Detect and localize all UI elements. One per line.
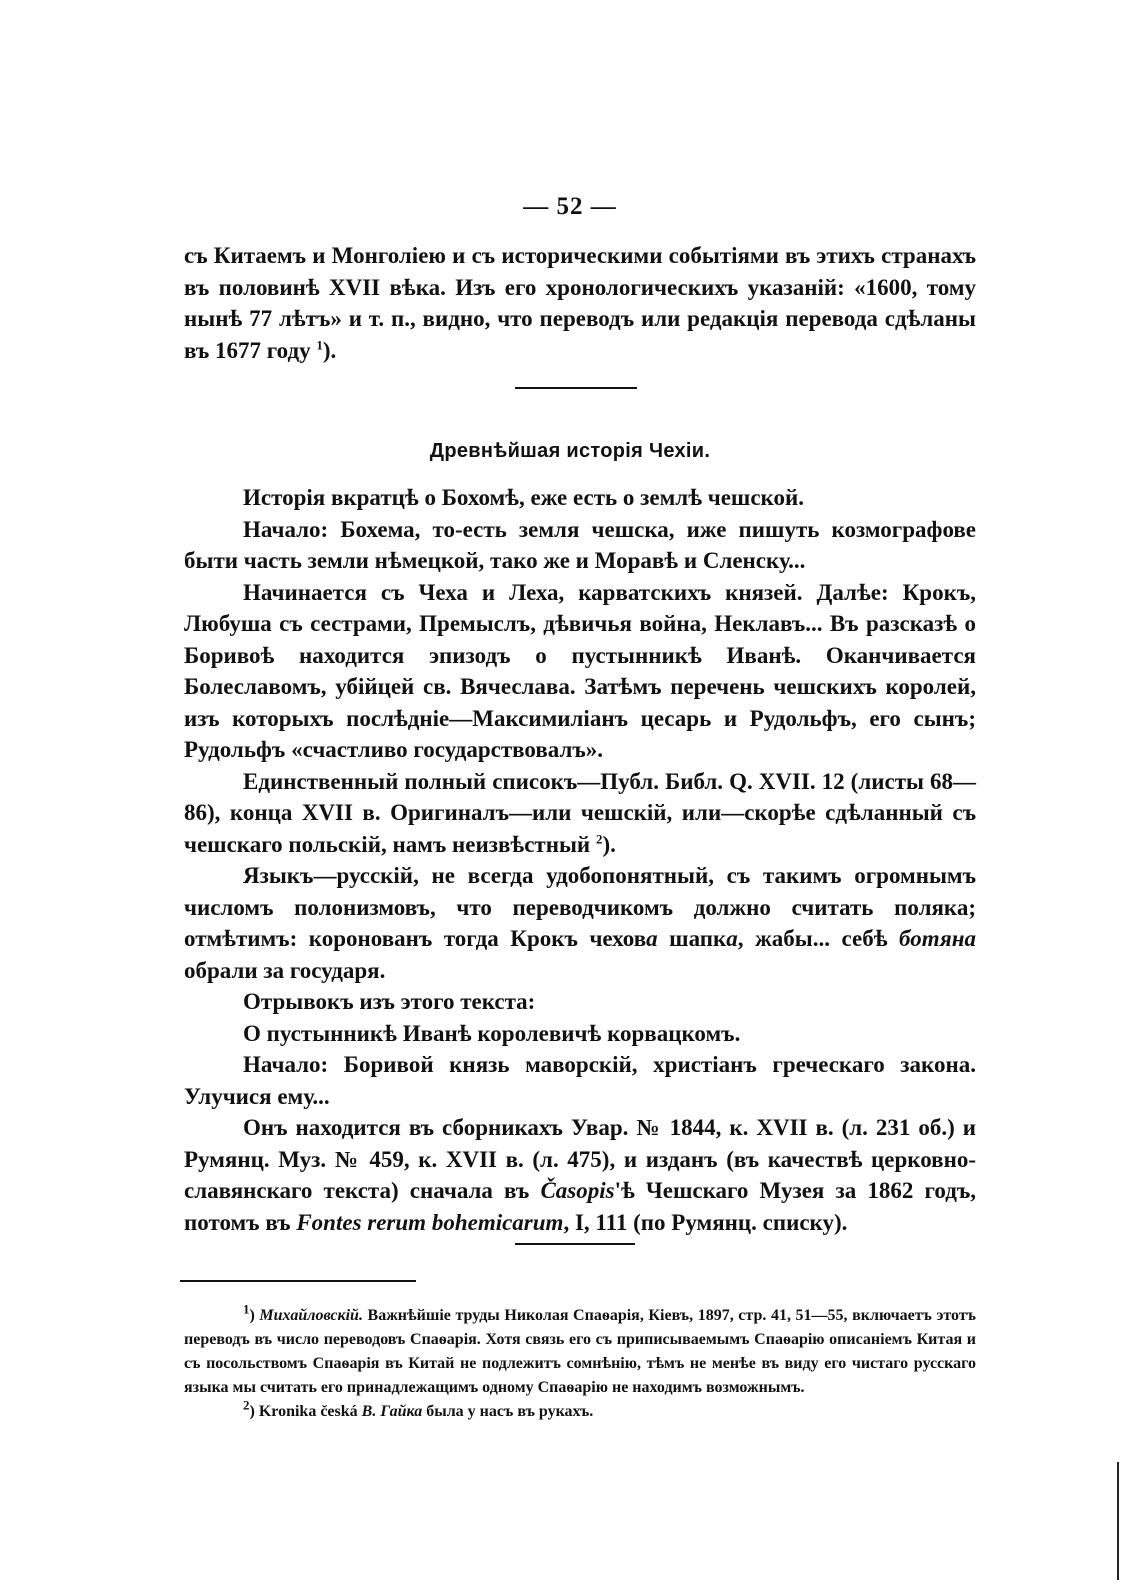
footnote-1: $^1$) Михайловскій. Важнѣйшіе труды Николая Спаѳарія, Кіевъ, 1897, стр. 41, 51—55, включаетъ этотъ переводъ въ число переводовъ Спаѳарія. Хотя связь его съ приписываемымъ Спаѳарію описаніемъ Китая и съ посольствомъ Спаѳарія въ Китай не подлежитъ сомнѣнію, тѣмъ не менѣе въ виду его чистаго русскаго языка мы считать его принадлежащимъ одному Спаѳарію не находимъ возможнымъ. (184, 1301, 977, 1396)
page-number: — 52 — (523, 193, 617, 220)
copy-tail: ). (602, 831, 616, 857)
footnotes (184, 1301, 977, 1424)
excerpt-incipit: Начало: Боривой князь маворскій, христіанъ греческаго закона. Улучися ему... (184, 1052, 976, 1109)
language-text-3: , жабы... себѣ (737, 926, 900, 951)
language-italic-2: а (726, 926, 738, 951)
sources-italic-1: Časopis (540, 1178, 615, 1203)
footnote-1-mark: 1 (243, 1301, 250, 1317)
work-content: Начинается съ Чеха и Леха, карватскихъ князей. Далѣе: Крокъ, Любуша съ сестрами, Премыслъ, дѣвичья война, Неклавъ... Въ разсказѣ о Боривоѣ находится эпизодъ о пустынникѣ Иванѣ. Оканчивается Болеславомъ, убійцей св. Вячеслава. Затѣмъ перечень чешскихъ королей, изъ которыхъ послѣдніе—Максимиліанъ цесарь и Рудольфъ, его сынъ; Рудольфъ «счастливо государствовалъ». (184, 579, 976, 762)
sources-text-2: 'ѣ Чешскаго Музея за 1862 годъ, потомъ въ (184, 1178, 976, 1235)
footnote-2: $^2$) Kronika česká В. Гайка была у насъ въ рукахъ. (243, 1397, 594, 1420)
footnote-2-text-2: была у насъ въ рукахъ. (422, 1403, 594, 1420)
excerpt-intro: Отрывокъ изъ этого текста: (243, 989, 536, 1014)
section-end-divider (515, 1243, 635, 1245)
language-italic-3: ботяна (899, 926, 976, 951)
language-italic-1: а (646, 926, 658, 951)
intro-paragraph (184, 240, 976, 366)
excerpt-title: О пустынникѣ Иванѣ королевичѣ корвацкомъ. (243, 1020, 741, 1046)
sources-text-1: Онъ находится въ сборникахъ Увар. № 1844, к. XVII в. (л. 231 об.) и Румянц. Муз. № 459, к. XVII в. (л. 475), и изданъ (въ качествѣ церковно-славянскаго текста) сначала въ (184, 1115, 976, 1203)
sources-paragraph (184, 1112, 976, 1238)
footnote-ref-2[interactable]: 2 (595, 830, 603, 846)
work-title: Исторія вкратцѣ о Бохомѣ, еже есть о землѣ чешской. (243, 485, 805, 510)
manuscript-copy (184, 766, 976, 861)
work-incipit: Начало: Бохема, то-есть земля чешска, иже пишуть козмографове быти часть земли нѣмецкой, тако же и Моравѣ и Сленску... (184, 516, 976, 573)
footnote-separator (180, 1280, 416, 1282)
footnote-2-text-1: Kronika česká (254, 1403, 362, 1420)
language-text-1: Языкъ—русскій, не всегда удобопонятный, съ такимъ огромнымъ числомъ полонизмовъ, что переводчикомъ должно считать поляка; отмѣтимъ: коронованъ тогда Крокъ чехов (184, 863, 976, 951)
footnote-1-author: Михайловскій. (259, 1307, 363, 1324)
language-paragraph (184, 860, 976, 986)
section-body (184, 482, 976, 1238)
footnote-2-mark: 2 (243, 1397, 250, 1413)
copy-text: Единственный полный списокъ—Публ. Библ. Q. XVII. 12 (листы 68—86), конца XVII в. Оригиналъ—или чешскій, или—скорѣе сдѣланный съ чешскаго польскій, намъ неизвѣстный (184, 768, 976, 857)
section-heading: Древнѣйшая исторія Чехіи. (429, 440, 711, 462)
sources-text-3: , I, 111 (по Румянц. списку). (563, 1209, 848, 1235)
footnote-1-text: Важнѣйшіе труды Николая Спаѳарія, Кіевъ, 1897, стр. 41, 51—55, включаетъ этотъ переводъ въ число переводовъ Спаѳарія. Хотя связь его съ приписываемымъ Спаѳарію описаніемъ Китая и съ посольствомъ Спаѳарія въ Китай не подлежитъ сомнѣнію, тѣмъ не менѣе въ виду его чистаго русскаго языка мы считать его принадлежащимъ одному Спаѳарію не находимъ возможнымъ. (184, 1307, 977, 1396)
scan-edge-mark (1117, 1462, 1119, 1580)
intro-tail: ). (322, 337, 337, 363)
intro-text: съ Китаемъ и Монголіею и съ историческими событіями въ этихъ странахъ въ половинѣ XVII вѣка. Изъ его хронологическихъ указаній: «1600, тому нынѣ 77 лѣтъ» и т. п., видно, что переводъ или редакція перевода сдѣланы въ 1677 году (184, 243, 976, 363)
footnote-2-author: В. Гайка (361, 1403, 423, 1420)
footnote-ref-1[interactable]: 1 (316, 336, 323, 352)
sources-italic-2: Fontes rerum bohemicarum (296, 1209, 564, 1235)
section-divider (515, 387, 637, 389)
language-text-2: шапк (657, 926, 727, 951)
language-text-4: обрали за государя. (184, 957, 386, 983)
